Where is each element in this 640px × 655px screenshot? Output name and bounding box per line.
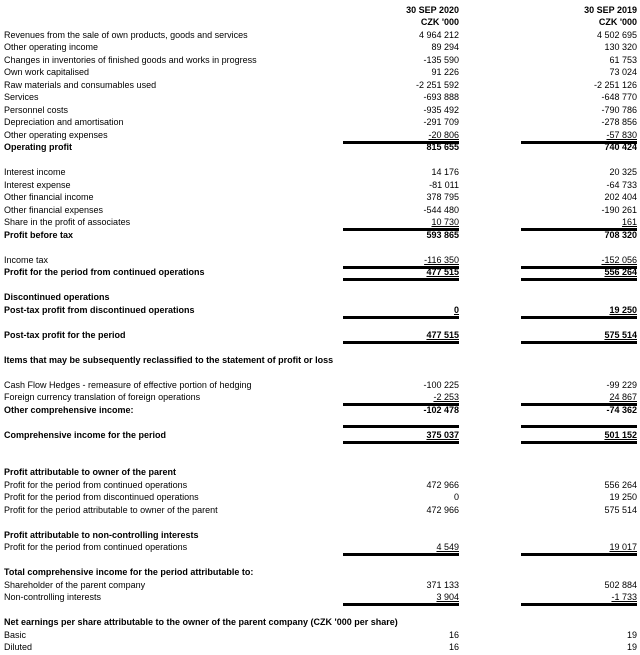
row-label: Net earnings per share attributable to the owner of the parent company (CZK '000 per share) [4,617,398,627]
row-label: Cash Flow Hedges - remeasure of effective portion of hedging [4,379,252,390]
blank-row [0,453,640,466]
value-2020: -116 350 [343,255,459,269]
value-2020: -2 251 592 [415,79,459,90]
blank-row [0,241,640,254]
unit-header-2019: CZK '000 [598,17,637,27]
row-label: Operating profit [4,142,72,152]
value-2020: 375 037 [343,425,459,444]
value-2019: 708 320 [604,229,637,240]
value-2019: 202 404 [604,192,637,202]
table-row [0,378,640,391]
unit-header-row [0,16,640,29]
row-label: Other comprehensive income: [4,404,134,415]
row-label: Profit for the period from discontinued operations [4,492,199,502]
value-2019: -2 251 126 [593,79,637,90]
row-label: Other operating expenses [4,129,108,140]
value-2020: -20 806 [343,130,459,144]
table-row [0,203,640,216]
value-2019: 556 264 [521,267,637,281]
table-row [0,141,640,154]
table-row [0,328,640,341]
row-label: Shareholder of the parent company [4,579,146,590]
value-2020: 815 655 [426,142,459,152]
value-2019: -99 229 [606,379,637,390]
row-label: Profit for the period from continued operations [4,479,188,490]
blank-row [0,516,640,529]
table-row [0,491,640,504]
value-2019: 575 514 [521,330,637,344]
value-2020: -935 492 [423,104,459,115]
row-label: Profit for the period from continued operations [4,267,205,277]
table-row [0,66,640,79]
table-row [0,78,640,91]
value-2019: -278 856 [601,117,637,127]
table-row [0,91,640,104]
row-label: Other operating income [4,42,99,52]
table-row [0,178,640,191]
row-label: Interest expense [4,179,71,190]
row-label: Share in the profit of associates [4,217,131,227]
value-2019: -790 786 [601,104,637,115]
value-2019: 73 024 [609,67,637,77]
value-2019: 61 753 [609,54,637,65]
value-2020: 89 294 [431,42,459,52]
value-2019: 19 250 [521,305,637,319]
section-heading-row [0,528,640,541]
row-label: Items that may be subsequently reclassified to the statement of profit or loss [4,354,334,365]
row-label: Post-tax profit for the period [4,329,126,340]
value-2020: 378 795 [426,192,459,202]
value-2019: 19 017 [521,542,637,556]
value-2020: -2 253 [343,392,459,406]
table-row [0,216,640,229]
table-row [0,128,640,141]
value-2020: 371 133 [426,579,459,590]
table-row [0,391,640,404]
table-row [0,166,640,179]
row-label: Diluted [4,642,33,652]
table-row [0,428,640,441]
value-2020: 477 515 [343,267,459,281]
table-row [0,628,640,641]
value-2019: -1 733 [521,592,637,606]
row-label: Comprehensive income for the period [4,429,167,440]
table-row [0,591,640,604]
table-row [0,191,640,204]
row-label: Profit for the period attributable to owner of the parent [4,504,218,515]
row-label: Profit attributable to non-controlling interests [4,529,199,540]
row-label: Other financial income [4,192,94,202]
row-label: Post-tax profit from discontinued operations [4,304,195,315]
value-2019: -64 733 [606,179,637,190]
row-label: Changes in inventories of finished goods and works in progress [4,54,257,65]
row-label: Services [4,92,39,102]
value-2020: 16 [448,642,459,652]
value-2019: 161 [521,217,637,231]
value-2019: 19 250 [609,492,637,502]
table-row [0,103,640,116]
table-row [0,41,640,54]
row-label: Profit for the period from continued operations [4,542,188,552]
section-heading-row [0,466,640,479]
row-label: Foreign currency translation of foreign operations [4,392,201,402]
value-2020: -102 478 [423,404,459,415]
value-2019: 4 502 695 [596,29,637,40]
section-heading-row [0,291,640,304]
value-2020: 3 904 [343,592,459,606]
table-row [0,53,640,66]
period-header-row [0,3,640,16]
value-2019: 575 514 [604,504,637,515]
row-label: Own work capitalised [4,67,90,77]
value-2019: -190 261 [601,204,637,215]
value-2019: 502 884 [604,579,637,590]
table-row [0,253,640,266]
value-2020: -100 225 [423,379,459,390]
value-2020: 472 966 [426,504,459,515]
value-2019: 501 152 [521,425,637,444]
row-label: Interest income [4,167,66,177]
row-label: Discontinued operations [4,292,110,302]
value-2020: 472 966 [426,479,459,490]
period-header-2019: 30 SEP 2019 [584,4,637,15]
unit-header-2020: CZK '000 [420,17,459,27]
table-row [0,641,640,654]
value-2019: -74 362 [606,404,637,415]
table-row [0,28,640,41]
value-2019: 130 320 [604,42,637,52]
value-2020: -81 011 [429,179,459,190]
table-row [0,503,640,516]
value-2020: 14 176 [431,167,459,177]
value-2019: 740 424 [604,142,637,152]
value-2020: 0 [453,492,459,502]
value-2020: 0 [343,305,459,319]
row-label: Depreciation and amortisation [4,117,124,127]
value-2020: 4 964 212 [418,29,459,40]
row-label: Income tax [4,254,49,265]
period-header-2020: 30 SEP 2020 [406,4,459,15]
table-row [0,303,640,316]
row-label: Revenues from the sale of own products, goods and services [4,29,248,40]
row-label: Profit before tax [4,229,74,240]
value-2019: 556 264 [604,479,637,490]
value-2019: 19 [626,642,637,652]
value-2019: 24 867 [521,392,637,406]
blank-row [0,366,640,379]
value-2020: 593 865 [426,229,459,240]
value-2020: 4 549 [343,542,459,556]
table-row [0,478,640,491]
value-2020: -135 590 [423,54,459,65]
value-2020: -693 888 [423,92,459,102]
value-2020: 16 [448,629,459,640]
row-label: Other financial expenses [4,204,104,215]
table-row [0,266,640,279]
value-2020: 10 730 [343,217,459,231]
value-2019: -57 830 [521,130,637,144]
value-2020: 477 515 [343,330,459,344]
row-label: Raw materials and consumables used [4,79,157,90]
section-heading-row [0,616,640,629]
section-heading-row [0,566,640,579]
value-2020: -544 480 [423,204,459,215]
table-row [0,578,640,591]
table-row [0,116,640,129]
table-row [0,228,640,241]
value-2020: -291 709 [423,117,459,127]
value-2020: 91 226 [431,67,459,77]
row-label: Basic [4,629,27,640]
row-label: Total comprehensive income for the period attributable to: [4,567,254,577]
statement-rows [0,28,640,653]
table-row [0,541,640,554]
section-heading-row [0,353,640,366]
value-2019: 19 [626,629,637,640]
row-label: Non-controlling interests [4,592,102,602]
value-2019: -152 056 [521,255,637,269]
blank-row [0,153,640,166]
row-label: Profit attributable to owner of the parent [4,467,177,477]
value-2019: -648 770 [601,92,637,102]
row-label: Personnel costs [4,104,69,115]
table-row [0,403,640,416]
value-2019: 20 325 [609,167,637,177]
